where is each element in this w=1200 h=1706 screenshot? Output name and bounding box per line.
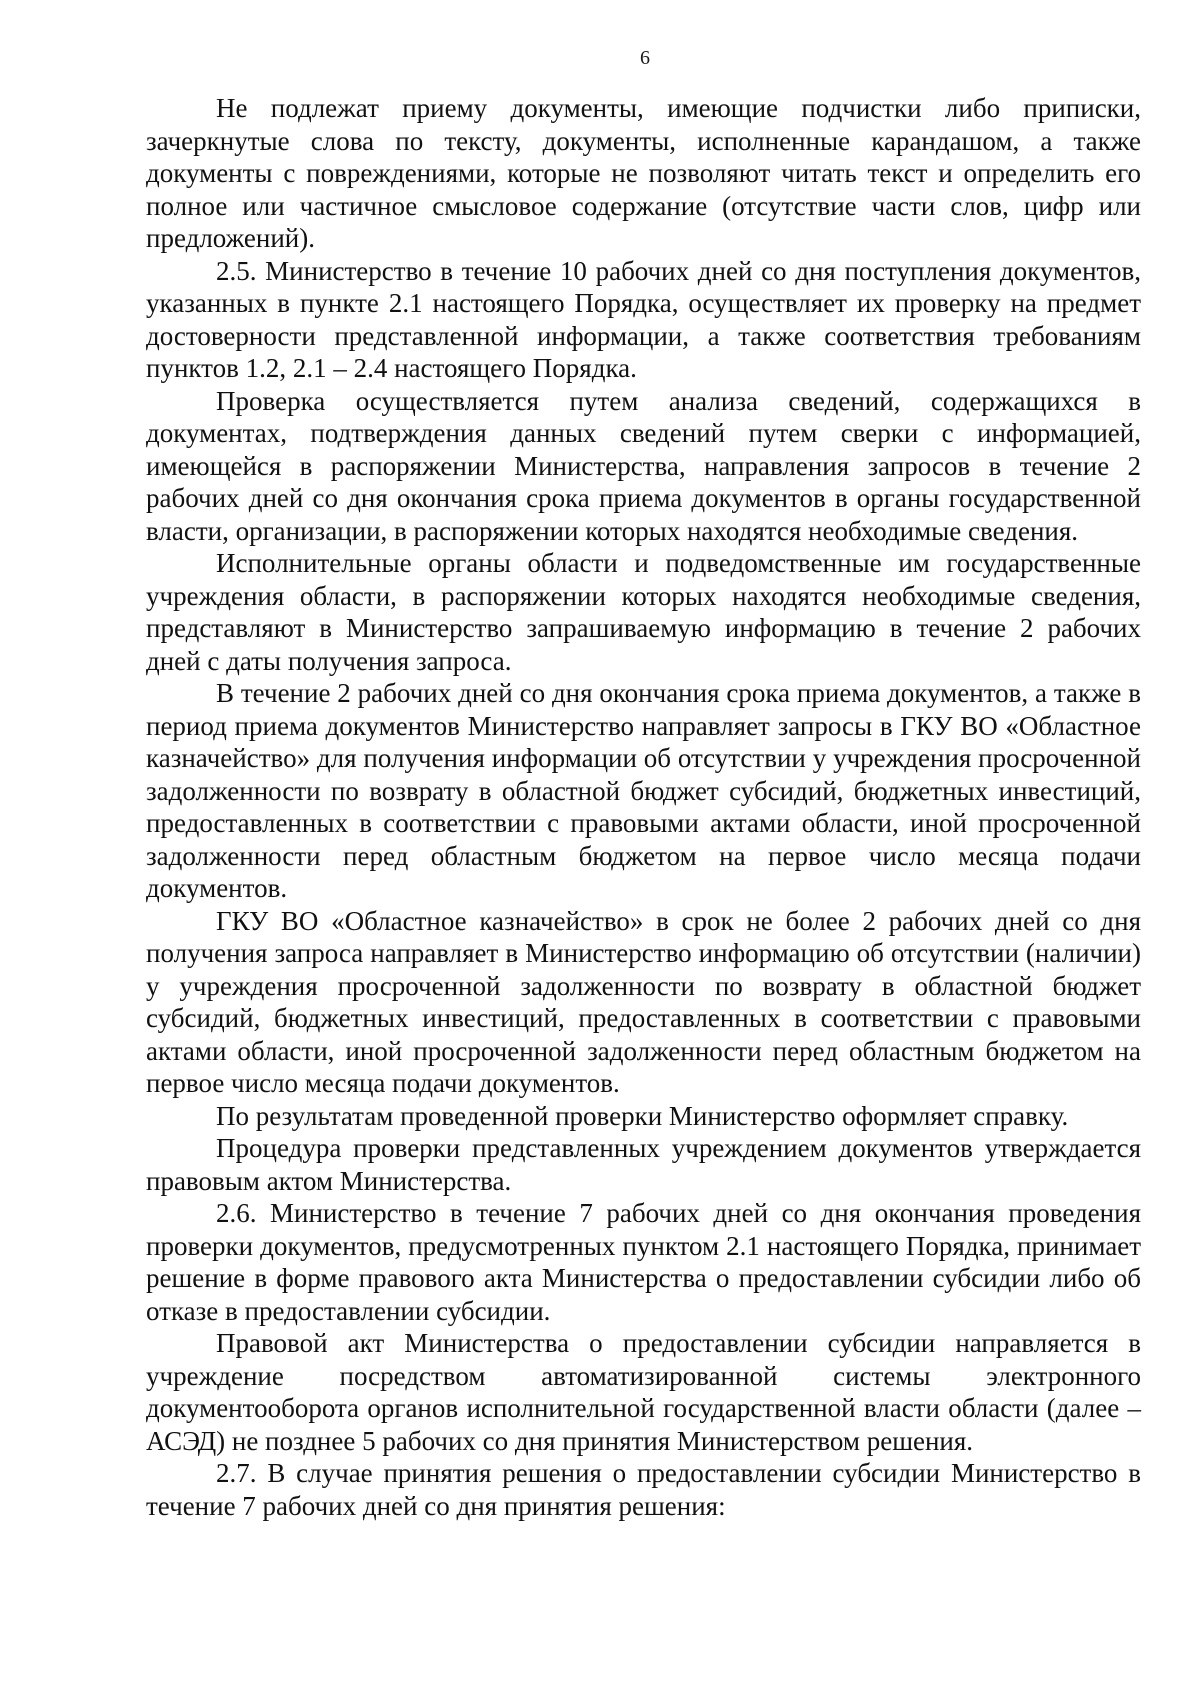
paragraph: 2.5. Министерство в течение 10 рабочих дней со дня поступления документов, указанных в пункте 2.1 настоящего Порядка, осуществляет их проверку на предмет достоверности представленной информации, а также соответствия требованиям пунктов 1.2, 2.1 – 2.4 настоящего Порядка.: [146, 255, 1141, 383]
page-number: 6: [640, 47, 650, 69]
paragraph: 2.6. Министерство в течение 7 рабочих дней со дня окончания проведения проверки документов, предусмотренных пунктом 2.1 настоящего Порядка, принимает решение в форме правового акта Министерства о предоставлении субсидии либо об отказе в предоставлении субсидии.: [146, 1198, 1141, 1326]
paragraph: 2.7. В случае принятия решения о предоставлении субсидии Министерство в течение 7 рабочих дней со дня принятия решения:: [146, 1458, 1141, 1521]
paragraph: Проверка осуществляется путем анализа сведений, содержащихся в документах, подтверждения данных сведений путем сверки с информацией, имеющейся в распоряжении Министерства, направления запросов в течение 2 рабочих дней со дня окончания срока приема документов в органы государственной власти, организации, в распоряжении которых находятся необходимые сведения.: [146, 385, 1141, 546]
document-body: [146, 92, 1141, 1522]
paragraph: Правовой акт Министерства о предоставлении субсидии направляется в учреждение посредством автоматизированной системы электронного документооборота органов исполнительной государственной власти области (далее – АСЭД) не позднее 5 рабочих со дня принятия Министерством решения.: [146, 1328, 1141, 1456]
paragraph: Процедура проверки представленных учреждением документов утверждается правовым актом Министерства.: [146, 1133, 1141, 1196]
paragraph: Исполнительные органы области и подведомственные им государственные учреждения области, в распоряжении которых находятся необходимые сведения, представляют в Министерство запрашиваемую информацию в течение 2 рабочих дней с даты получения запроса.: [146, 548, 1141, 676]
paragraph: По результатам проведенной проверки Министерство оформляет справку.: [216, 1100, 1069, 1131]
paragraph: В течение 2 рабочих дней со дня окончания срока приема документов, а также в период приема документов Министерство направляет запросы в ГКУ ВО «Областное казначейство» для получения информации об отсутствии у учреждения просроченной задолженности по возврату в областной бюджет субсидий, бюджетных инвестиций, предоставленных в соответствии с правовыми актами области, иной просроченной задолженности перед областным бюджетом на первое число месяца подачи документов.: [146, 678, 1141, 903]
paragraph: ГКУ ВО «Областное казначейство» в срок не более 2 рабочих дней со дня получения запроса направляет в Министерство информацию об отсутствии (наличии) у учреждения просроченной задолженности по возврату в областной бюджет субсидий, бюджетных инвестиций, предоставленных в соответствии с правовыми актами области, иной просроченной задолженности перед областным бюджетом на первое число месяца подачи документов.: [146, 905, 1141, 1098]
paragraph: Не подлежат приему документы, имеющие подчистки либо приписки, зачеркнутые слова по тексту, документы, исполненные карандашом, а также документы с повреждениями, которые не позволяют читать текст и определить его полное или частичное смысловое содержание (отсутствие части слов, цифр или предложений).: [146, 93, 1141, 253]
